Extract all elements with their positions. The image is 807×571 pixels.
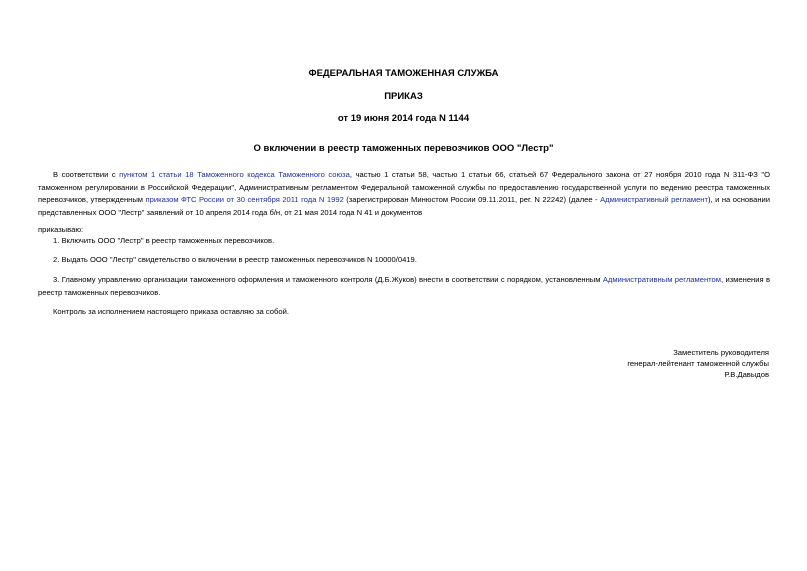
order-item-3 — [38, 274, 770, 299]
link-fts-order[interactable]: приказом ФТС России от 30 сентября 2011 года N 1992 — [145, 195, 344, 205]
signature-rank: генерал-лейтенант таможенной службы — [627, 359, 769, 368]
order-item-2: 2. Выдать ООО "Лестр" свидетельство о включении в реестр таможенных перевозчиков N 10000/0419. — [53, 255, 417, 264]
intro-text-1: В соответствии с — [53, 170, 120, 179]
document-date-number: от 19 июня 2014 года N 1144 — [337, 113, 470, 124]
agency-title: ФЕДЕРАЛЬНАЯ ТАМОЖЕННАЯ СЛУЖБА — [308, 68, 499, 79]
order-word: приказываю: — [38, 225, 84, 234]
item3-text-1: 3. Главному управлению организации таможенного оформления и таможенного контроля (Д.Б.Жуков) внести в соответствии с порядком, установленным — [53, 275, 603, 284]
link-admin-regulation-2[interactable]: Административным регламентом — [602, 275, 721, 284]
item3-text-2: , изменения в реестр таможенных перевозчиков. — [38, 275, 770, 297]
signature-position: Заместитель руководителя — [673, 348, 769, 357]
document-subject: О включении в реестр таможенных перевозчиков ООО "Лестр" — [253, 143, 554, 154]
document-type: ПРИКАЗ — [384, 91, 423, 102]
signature-name: Р.В.Давыдов — [724, 370, 769, 379]
control-paragraph: Контроль за исполнением настоящего приказа оставляю за собой. — [53, 307, 289, 316]
intro-text-3: (зарегистрирован Минюстом России 09.11.2011, рег. N 22242) (далее - — [343, 195, 601, 205]
intro-text-2: , частью 1 статьи 58, частью 1 статьи 66, статьей 67 Федерального закона от 27 ноября 2010 года N 311-ФЗ "О таможенном регулировании в Российской Федерации", Административным регламентом Федеральной таможенной службы по предоставлению государственной услуги по ведению реестра таможенных перевозчиков, утвержденным — [38, 170, 770, 205]
link-customs-code[interactable]: пунктом 1 статьи 18 Таможенного кодекса Таможенного союза — [119, 170, 350, 179]
intro-text-4: ), и на основании представленных ООО "Лестр" заявлений от 10 апреля 2014 года б/н, от 21 мая 2014 года N 41 и документов — [38, 195, 771, 217]
order-item-1: 1. Включить ООО "Лестр" в реестр таможенных перевозчиков. — [53, 236, 275, 245]
intro-paragraph — [38, 169, 770, 219]
link-admin-regulation[interactable]: Административный регламент — [600, 195, 708, 205]
